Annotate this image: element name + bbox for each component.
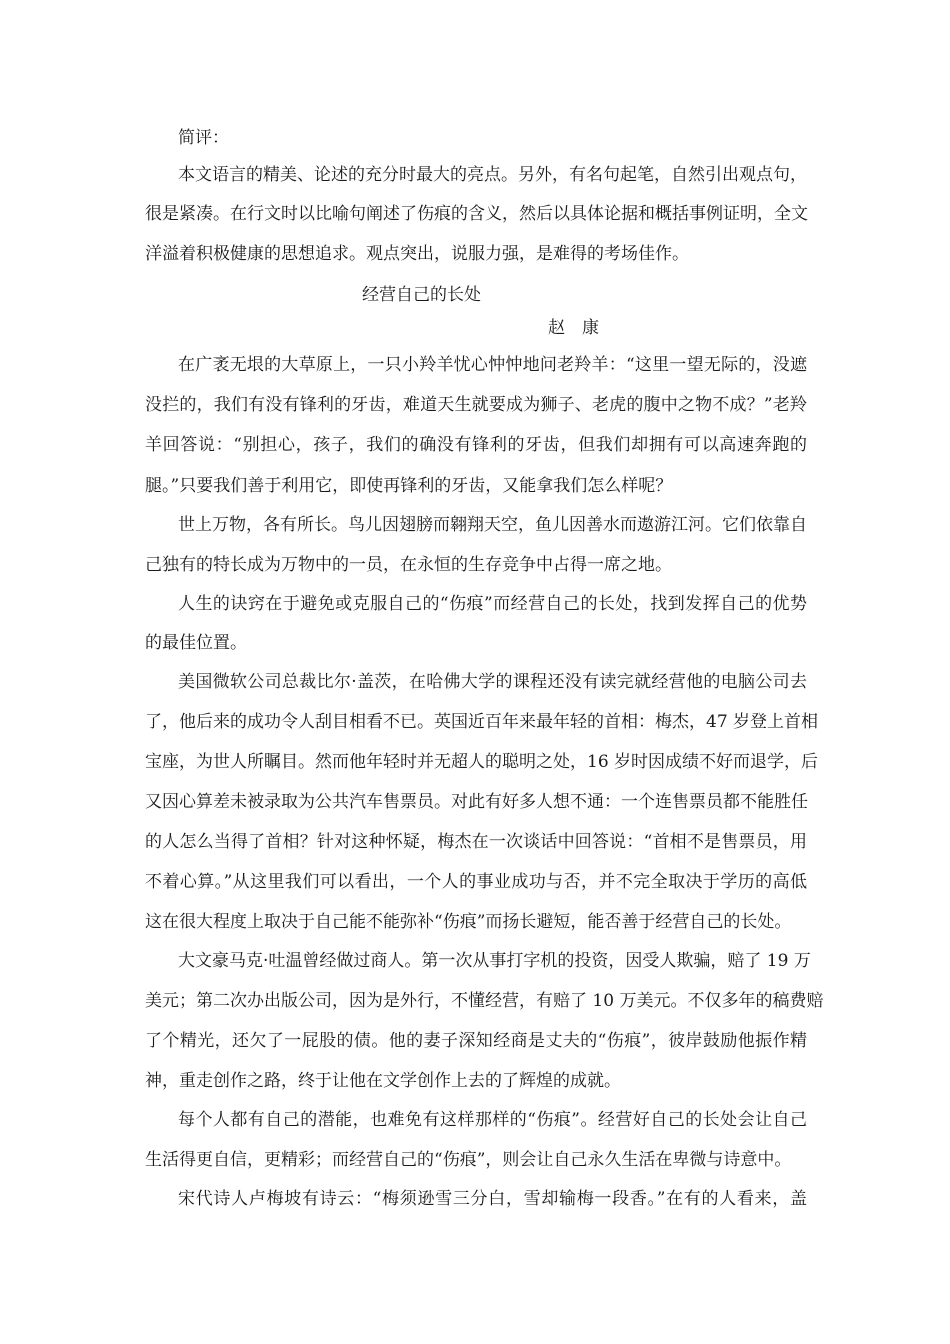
essay-line: 神，重走创作之路，终于让他在文学创作上去的了辉煌的成就。 [145,1071,621,1091]
essay-line: 没拦的，我们有没有锋利的牙齿，难道天生就要成为狮子、老虎的腹中之物不成？”老羚 [145,395,807,415]
review-line: 洋溢着积极健康的思想追求。观点突出，说服力强，是难得的考场佳作。 [145,244,689,264]
essay-line: 宋代诗人卢梅坡有诗云：“梅须逊雪三分白，雪却输梅一段香。”在有的人看来，盖 [178,1189,807,1209]
essay-line: 了个精光，还欠了一屁股的债。他的妻子深知经商是丈夫的“伤痕”，彼岸鼓励他振作精 [145,1031,807,1051]
review-line: 本文语言的精美、论述的充分时最大的亮点。另外，有名句起笔，自然引出观点句， [178,165,807,185]
essay-line: 宝座，为世人所瞩目。然而他年轻时并无超人的聪明之处，16 岁时因成绩不好而退学，后 [145,752,819,772]
essay-line: 每个人都有自己的潜能，也难免有这样那样的“伤痕”。经营好自己的长处会让自己 [178,1110,807,1130]
essay-line: 腿。”只要我们善于利用它，即使再锋利的牙齿，又能拿我们怎么样呢？ [145,476,673,496]
essay-title: 经营自己的长处 [362,285,481,305]
essay-line: 世上万物，各有所长。鸟儿因翅膀而翱翔天空，鱼儿因善水而遨游江河。它们依靠自 [178,515,807,535]
review-heading: 简评： [178,128,229,148]
essay-line: 了，他后来的成功令人刮目相看不已。英国近百年来最年轻的首相：梅杰，47 岁登上首相 [145,712,819,732]
essay-line: 美元；第二次办出版公司，因为是外行，不懂经营，有赔了 10 万美元。不仅多年的稿费赔 [145,991,824,1011]
essay-line: 生活得更自信，更精彩；而经营自己的“伤痕”，则会让自己永久生活在卑微与诗意中。 [145,1150,792,1170]
essay-line: 的人怎么当得了首相？针对这种怀疑，梅杰在一次谈话中回答说：“首相不是售票员，用 [145,832,807,852]
essay-line: 这在很大程度上取决于自己能不能弥补“伤痕”而扬长避短，能否善于经营自己的长处。 [145,912,792,932]
essay-line: 大文豪马克·吐温曾经做过商人。第一次从事打字机的投资，因受人欺骗，赔了 19 万 [178,951,811,971]
essay-line: 又因心算差未被录取为公共汽车售票员。对此有好多人想不通：一个连售票员都不能胜任 [145,792,808,812]
essay-line: 羊回答说：“别担心，孩子，我们的确没有锋利的牙齿，但我们却拥有可以高速奔跑的 [145,435,807,455]
essay-line: 在广袤无垠的大草原上，一只小羚羊忧心忡忡地问老羚羊：“这里一望无际的，没遮 [178,355,807,375]
essay-author: 赵 康 [548,318,599,338]
essay-line: 己独有的特长成为万物中的一员，在永恒的生存竞争中占得一席之地。 [145,555,672,575]
review-line: 很是紧凑。在行文时以比喻句阐述了伤痕的含义，然后以具体论据和概括事例证明，全文 [145,204,808,224]
essay-line: 不着心算。”从这里我们可以看出，一个人的事业成功与否，并不完全取决于学历的高低 [145,872,807,892]
essay-line: 的最佳位置。 [145,633,247,653]
essay-line: 美国微软公司总裁比尔·盖茨，在哈佛大学的课程还没有读完就经营他的电脑公司去 [178,672,807,692]
essay-line: 人生的诀窍在于避免或克服自己的“伤痕”而经营自己的长处，找到发挥自己的优势 [178,594,807,614]
